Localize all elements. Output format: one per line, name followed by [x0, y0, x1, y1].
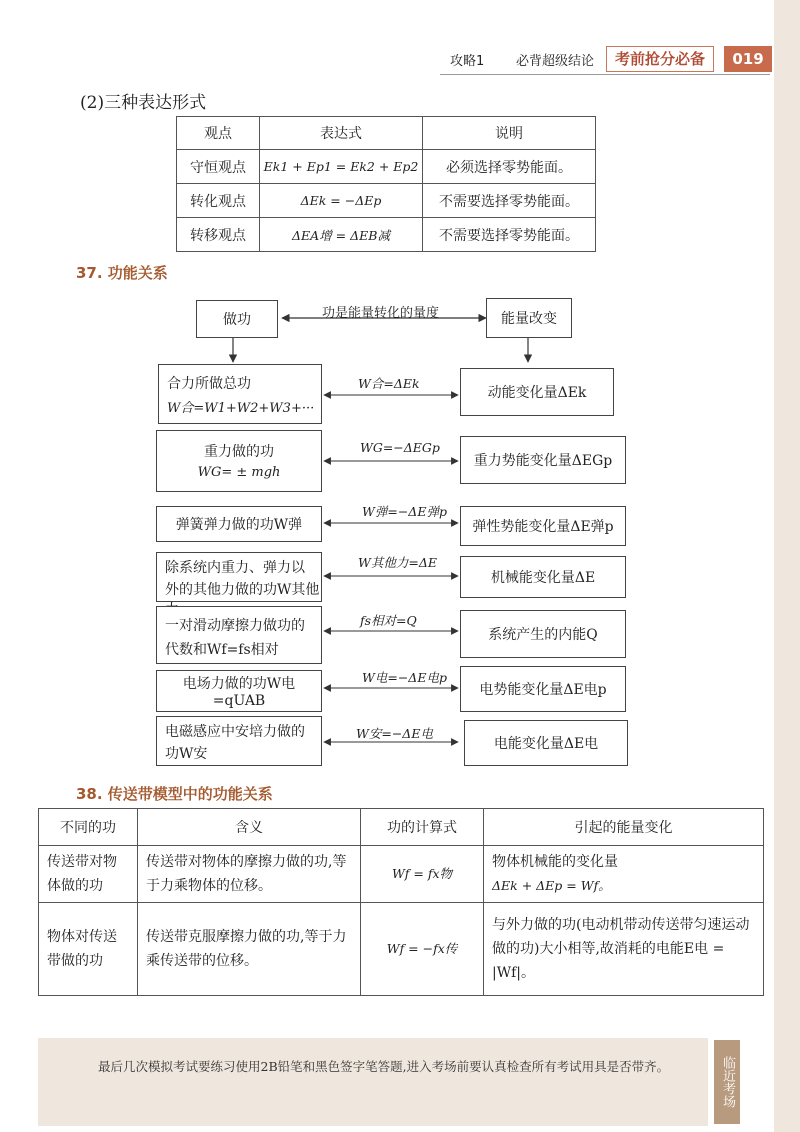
- header-part: 攻略1: [450, 54, 485, 69]
- subsection-title: (2)三种表达形式: [80, 93, 207, 113]
- flow-energy-box: [486, 298, 572, 338]
- table-row: [39, 903, 764, 996]
- flow-left-box: [158, 364, 322, 424]
- table-cell: 传送带对物体的摩擦力做的功,等于力乘物体的位移。: [138, 846, 361, 903]
- table-cell: ΔEk = −ΔEp: [260, 184, 423, 218]
- table-header: 表达式: [260, 117, 423, 150]
- table-cell: Wf = fx物: [361, 846, 484, 903]
- flow-work-label: 做功: [223, 312, 251, 328]
- flow-relation-label: WG=−ΔEGp: [360, 440, 440, 455]
- flow-relation-label: W安=−ΔE电: [356, 726, 433, 741]
- flow-right-label: 系统产生的内能Q: [488, 627, 598, 643]
- flow-left-line1: 除系统内重力、弹力以: [165, 560, 305, 576]
- flow-right-label: 动能变化量ΔEk: [487, 385, 587, 401]
- table-header: 说明: [423, 117, 596, 150]
- table-cell: 守恒观点: [177, 150, 260, 184]
- flow-right-box: [460, 368, 614, 416]
- flow-left-line1: 弹簧弹力做的功W弹: [175, 517, 303, 533]
- flow-left-line2: WG= ± mgh: [197, 465, 281, 480]
- flow-left-line2: 外的其他力做的功W其他: [165, 582, 320, 598]
- page-number: 019: [724, 46, 772, 72]
- conveyor-belt-table: [38, 808, 764, 996]
- flow-work-box: [196, 300, 278, 338]
- flow-right-label: 电能变化量ΔE电: [493, 736, 599, 752]
- table-cell: Ek1 + Ep1 = Ek2 + Ep2: [260, 150, 423, 184]
- table-header: 观点: [177, 117, 260, 150]
- flow-relation-label: W弹=−ΔE弹p: [362, 504, 447, 519]
- flow-left-line1: 一对滑动摩擦力做功的: [165, 618, 305, 634]
- flow-relation-label: W其他力=ΔE: [358, 555, 437, 570]
- table-header: 不同的功: [39, 809, 138, 846]
- table-cell: 不需要选择零势能面。: [423, 184, 596, 218]
- flow-right-label: 机械能变化量ΔE: [490, 570, 596, 586]
- flow-right-label: 重力势能变化量ΔEGp: [473, 453, 613, 469]
- flow-left-box: [156, 606, 322, 664]
- flow-energy-label: 能量改变: [501, 311, 557, 327]
- flow-left-box: [156, 552, 322, 602]
- flow-right-box: [460, 666, 626, 712]
- section-38-title: 38. 传送带模型中的功能关系: [76, 785, 273, 803]
- flow-left-line2: 功W安: [165, 746, 208, 762]
- flow-right-box: [460, 506, 626, 546]
- flow-left-line2: 代数和Wf=fs相对: [165, 642, 279, 658]
- table-header: 含义: [138, 809, 361, 846]
- table-cell: 传送带克服摩擦力做的功,等于力乘传送带的位移。: [138, 903, 361, 996]
- flow-right-label: 弹性势能变化量ΔE弹p: [472, 519, 614, 535]
- flow-top-label: 功是能量转化的量度: [322, 306, 440, 321]
- flow-left-box: [156, 716, 322, 766]
- table-cell: 必须选择零势能面。: [423, 150, 596, 184]
- flow-relation-label: fs相对=Q: [360, 613, 417, 628]
- footer-tip-text: 最后几次模拟考试要练习使用2B铅笔和黑色签字笔答题,进入考场前要认真检查所有考试用具是否带齐。: [98, 1059, 670, 1074]
- flow-left-line1: 合力所做总功: [167, 376, 251, 392]
- table-cell: 传送带对物体做的功: [39, 846, 138, 903]
- table-header: 功的计算式: [361, 809, 484, 846]
- flow-left-box: [156, 506, 322, 542]
- table-header: 引起的能量变化: [484, 809, 764, 846]
- cell-line: 物体机械能的变化量: [492, 854, 618, 870]
- flow-relation-label: W合=ΔEk: [358, 376, 420, 391]
- flow-left-line1: 电磁感应中安培力做的: [165, 724, 305, 740]
- table-cell: [484, 846, 764, 903]
- header-chapter: 必背超级结论: [516, 54, 595, 69]
- flow-left-box: [156, 430, 322, 492]
- table-row: [39, 846, 764, 903]
- section-tab: 临近考场: [714, 1040, 740, 1124]
- flow-left-box: [156, 670, 322, 712]
- table-cell: 物体对传送带做的功: [39, 903, 138, 996]
- section-37-title: 37. 功能关系: [76, 264, 168, 282]
- cell-line: ΔEk + ΔEp = Wf。: [492, 878, 611, 893]
- table-cell: 转移观点: [177, 218, 260, 252]
- table-cell: 转化观点: [177, 184, 260, 218]
- flow-right-box: [460, 556, 626, 598]
- flow-relation-label: W电=−ΔE电p: [362, 670, 447, 685]
- flow-left-line1: 电场力做的功W电=qUAB: [182, 676, 296, 709]
- table-cell: 与外力做的功(电动机带动传送带匀速运动做的功)大小相等,故消耗的电能E电 = |Wf|。: [484, 903, 764, 996]
- flow-right-box: [464, 720, 628, 766]
- flow-right-box: [460, 610, 626, 658]
- table-cell: Wf = −fx传: [361, 903, 484, 996]
- table-header-row: [39, 809, 764, 846]
- table-cell: 不需要选择零势能面。: [423, 218, 596, 252]
- flow-right-box: [460, 436, 626, 484]
- flow-left-line1: 重力做的功: [204, 444, 274, 460]
- footer-tip-panel: [38, 1038, 708, 1126]
- header-tag: 考前抢分必备: [606, 46, 714, 72]
- flow-left-line2: W合=W1+W2+W3+···: [167, 401, 315, 416]
- flow-right-label: 电势能变化量ΔE电p: [479, 682, 607, 698]
- table-cell: ΔEA增 = ΔEB减: [260, 218, 423, 252]
